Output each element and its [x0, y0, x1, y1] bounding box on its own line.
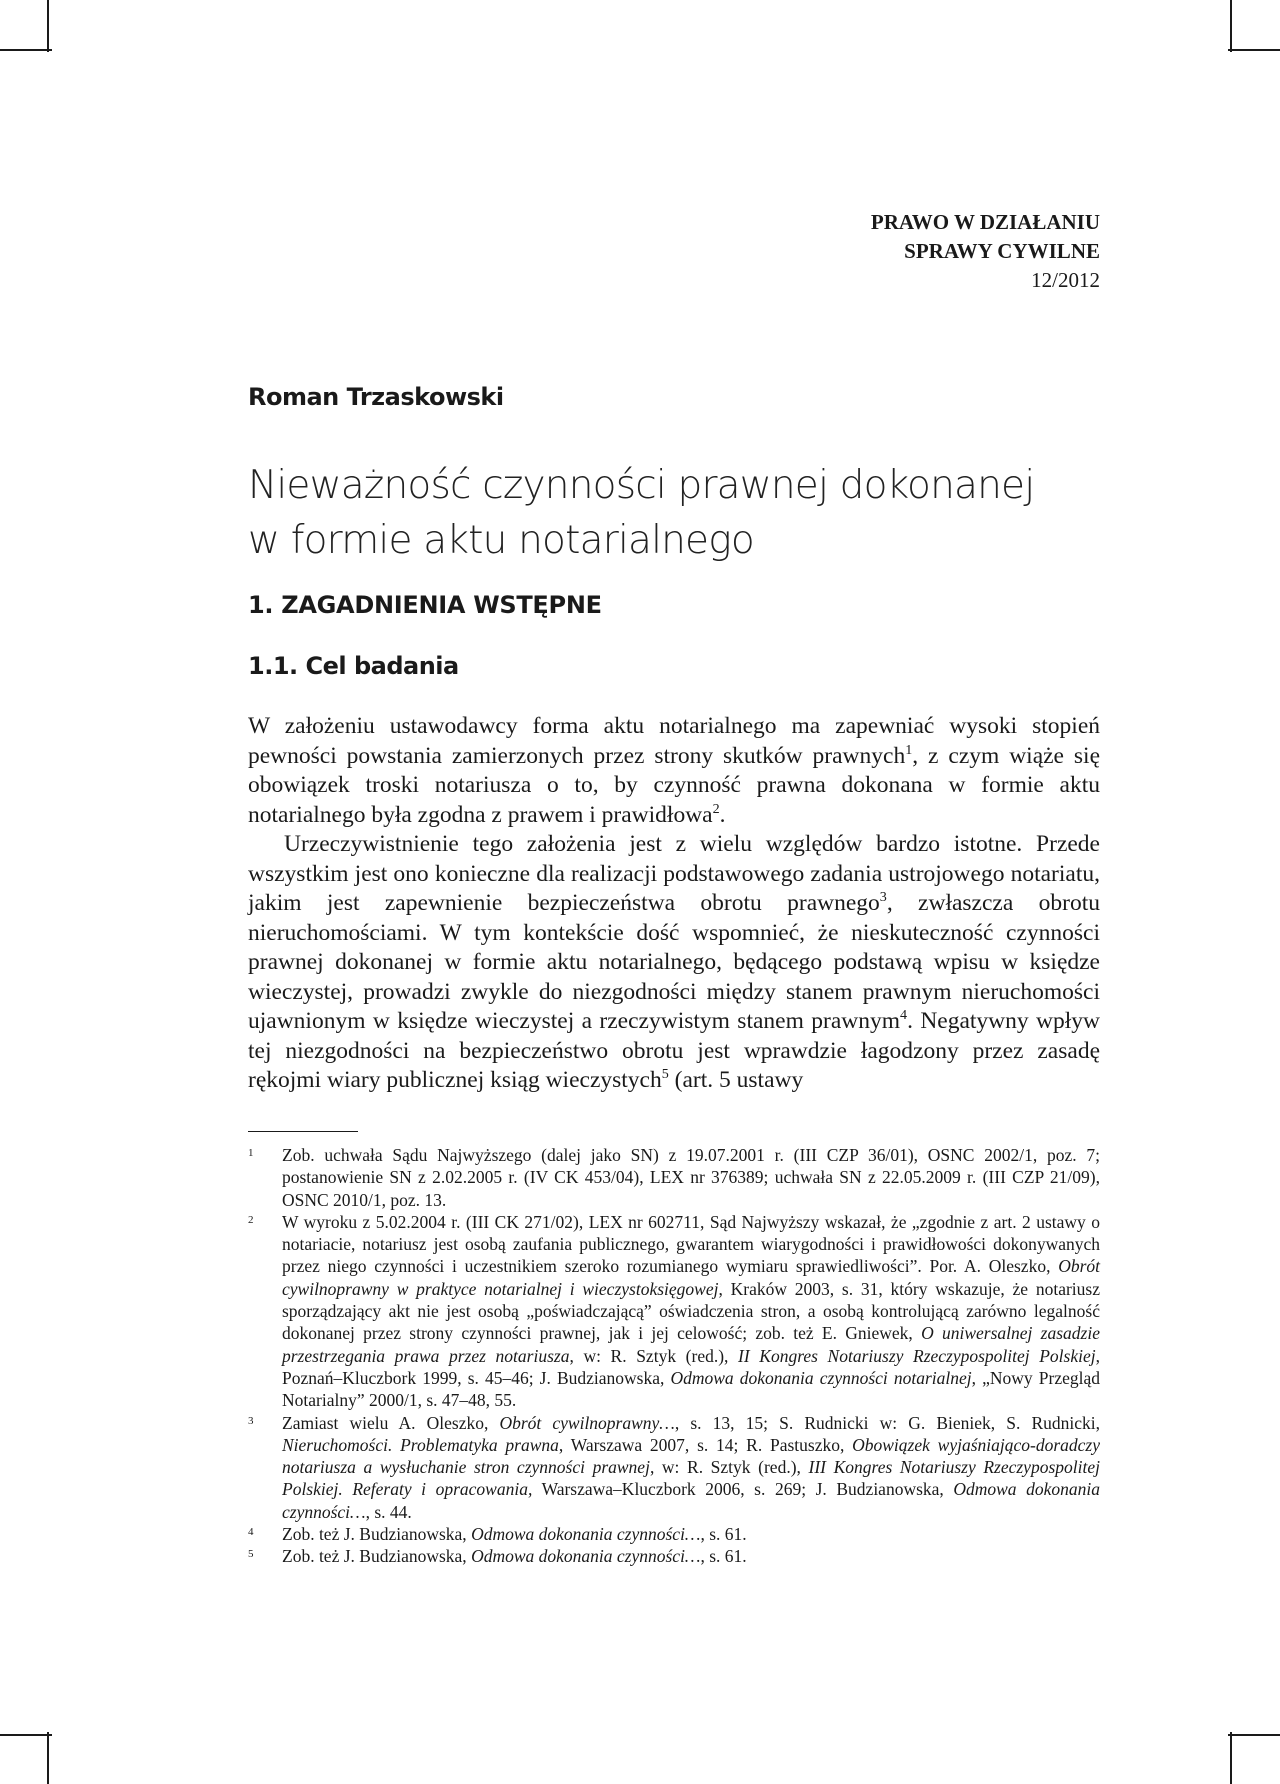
footnote-text: Zob. też J. Budzianowska,: [282, 1546, 472, 1567]
footnote: [248, 1211, 1100, 1412]
author-name: Roman Trzaskowski: [248, 383, 504, 411]
footnote-number: 3: [248, 1414, 254, 1427]
footnote-text: , w: R. Sztyk (red.),: [569, 1345, 739, 1366]
crop-mark-top-left: [47, 0, 49, 52]
footnotes: [248, 1144, 1100, 1568]
paragraph-text: (art. 5 ustawy: [668, 1067, 804, 1093]
cited-title: Odmowa dokonania czynności…: [471, 1524, 701, 1545]
cited-title: III Kongres Notariuszy Rzeczypospolitej Polskiej. Referaty i opracowania,: [282, 1457, 1100, 1500]
paragraph-text: W założeniu ustawodawcy forma aktu notarialnego ma zapewniać wysoki stopień pewności powstania zamierzonych przez strony skutków prawnych: [248, 713, 1100, 769]
footnote-ref[interactable]: 5: [661, 1066, 669, 1083]
footnote: [248, 1144, 1100, 1211]
article-title-line2: w formie aktu notarialnego: [248, 518, 754, 563]
crop-mark-top-left-h: [0, 49, 52, 51]
subsection-heading: 1.1. Cel badania: [248, 652, 459, 680]
footnote-text: , s. 44.: [365, 1501, 412, 1522]
crop-mark-bottom-right: [1230, 1732, 1232, 1784]
journal-issue: 12/2012: [1031, 268, 1100, 292]
footnote-text: , w: R. Sztyk (red.),: [649, 1457, 809, 1478]
footnote-text: Warszawa–Kluczbork 2006, s. 269; J. Budzianowska,: [532, 1479, 954, 1500]
footnote-number: 5: [248, 1548, 254, 1561]
crop-mark-bottom-left: [47, 1732, 49, 1784]
crop-mark-top-right-h: [1228, 49, 1280, 51]
paragraph: [248, 712, 1100, 830]
footnote-number: 4: [248, 1526, 254, 1539]
paragraph-text: Urzeczywistnienie tego założenia jest z wielu względów bardzo istotne. Przede wszystkim jest ono konieczne dla realizacji podstawowego zadania ustrojowego notariatu, jakim jest zapewnienie bezpieczeństwa obrotu prawnego: [248, 831, 1100, 916]
footnote-text: , s. 13, 15; S. Rudnicki w: G. Bieniek, S. Rudnicki,: [674, 1412, 1100, 1433]
cited-title: Obrót cywilnoprawny w praktyce notarialnej i wieczystoksięgowej: [282, 1256, 1100, 1299]
footnote-ref[interactable]: 4: [900, 1007, 908, 1024]
footnote-text: Zob. też J. Budzianowska,: [282, 1524, 472, 1545]
footnote-text: , s. 61.: [700, 1524, 747, 1545]
footnote-ref[interactable]: 1: [905, 741, 913, 758]
footnote-text: , Kraków 2003, s. 31, który wskazuje, że notariusz sporządzający akt nie jest osobą „poświadczającą” oświadczenia stron, a osobą kontrolującą zarówno legalność dokonanej przez strony czynności prawnej, jak i jej celowość; zob. też E. Gniewek,: [282, 1278, 1100, 1344]
footnote: [248, 1523, 1100, 1545]
footnote-text: W wyroku z 5.02.2004 r. (III CK 271/02), LEX nr 602711, Sąd Najwyższy wskazał, że „zgodnie z art. 2 ustawy o notariacie, notariusz jest osobą zaufania publicznego, gwarantem wiarygodności i prawidłowości dokonywanych przez niego czynności i uczestnikiem szeroko rozumianego wymiaru sprawiedliwości”. Por. A. Oleszko,: [282, 1211, 1100, 1277]
cited-title: Nieruchomości. Problematyka prawna: [282, 1434, 559, 1455]
footnote-text: Zamiast wielu A. Oleszko,: [282, 1412, 500, 1433]
footnote-ref[interactable]: 2: [712, 800, 720, 817]
cited-title: Odmowa dokonania czynności…: [282, 1479, 1101, 1522]
cited-title: Obrót cywilnoprawny…: [499, 1412, 675, 1433]
footnote-number: 1: [248, 1147, 254, 1159]
footnote-number: 2: [248, 1213, 254, 1226]
paragraph-text: . Negatywny wpływ tej niezgodności na bezpieczeństwo obrotu jest wprawdzie łagodzony przez zasadę rękojmi wiary publicznej ksiąg wieczystych: [248, 1008, 1100, 1093]
journal-header: [871, 208, 1100, 295]
article-title: [248, 458, 1068, 568]
paragraph-text: , zwłaszcza obrotu nieruchomościami. W tym kontekście dość wspomnieć, że nieskuteczność czynności prawnej dokonanej w formie aktu notarialnego, będącego podstawą wpisu w księdze wieczystej, prowadzi zwykle do niezgodności między stanem prawnym nieruchomości ujawnionym w księdze wieczystej a rzeczywistym stanem prawnym: [248, 890, 1100, 1034]
paragraph-text: , z czym wiąże się obowiązek troski notariusza o to, by czynność prawna dokonana w formie aktu notarialnego była zgodna z prawem i prawidłowa: [248, 742, 1101, 828]
cited-title: Odmowa dokonania czynności notarialnej: [670, 1367, 972, 1388]
footnote-text: , Poznań–Kluczbork 1999, s. 45–46; J. Budzianowska,: [282, 1345, 1100, 1388]
journal-series: SPRAWY CYWILNE: [904, 239, 1100, 263]
paragraph: [248, 830, 1100, 1096]
crop-mark-bottom-left-h: [0, 1734, 52, 1736]
cited-title: II Kongres Notariuszy Rzeczypospolitej Polskiej: [738, 1345, 1096, 1366]
section-heading: 1. ZAGADNIENIA WSTĘPNE: [248, 591, 602, 619]
paragraph-text: .: [719, 801, 726, 828]
footnote-text: , s. 61.: [700, 1546, 747, 1567]
cited-title: Obowiązek wyjaśniająco-doradczy notariusza a wysłuchanie stron czynności prawnej: [282, 1434, 1100, 1478]
article-title-line1: Nieważność czynności prawnej dokonanej: [248, 463, 1035, 508]
footnote: [248, 1545, 1100, 1567]
footnote-ref[interactable]: 3: [879, 889, 887, 906]
footnote-divider: [248, 1131, 358, 1132]
cited-title: O uniwersalnej zasadzie przestrzegania prawa przez notariusza: [282, 1323, 1100, 1366]
journal-name: PRAWO W DZIAŁANIU: [870, 210, 1100, 234]
footnote-text: Zob. uchwała Sądu Najwyższego (dalej jako SN) z 19.07.2001 r. (III CZP 36/01), OSNC 2002/1, poz. 7; postanowienie SN z 2.02.2005 r. (IV CK 453/04), LEX nr 376389; uchwała SN z 22.05.2009 r. (III CZP 21/09), OSNC 2010/1, poz. 13.: [282, 1145, 1100, 1210]
crop-mark-top-right: [1230, 0, 1232, 52]
body-text: [248, 712, 1100, 1096]
footnote: [248, 1412, 1100, 1523]
crop-mark-bottom-right-h: [1228, 1734, 1280, 1736]
footnote-text: , Warszawa 2007, s. 14; R. Pastuszko,: [558, 1434, 853, 1455]
footnote-text: , „Nowy Przegląd Notarialny” 2000/1, s. 47–48, 55.: [282, 1367, 1100, 1411]
cited-title: Odmowa dokonania czynności…: [471, 1546, 701, 1567]
